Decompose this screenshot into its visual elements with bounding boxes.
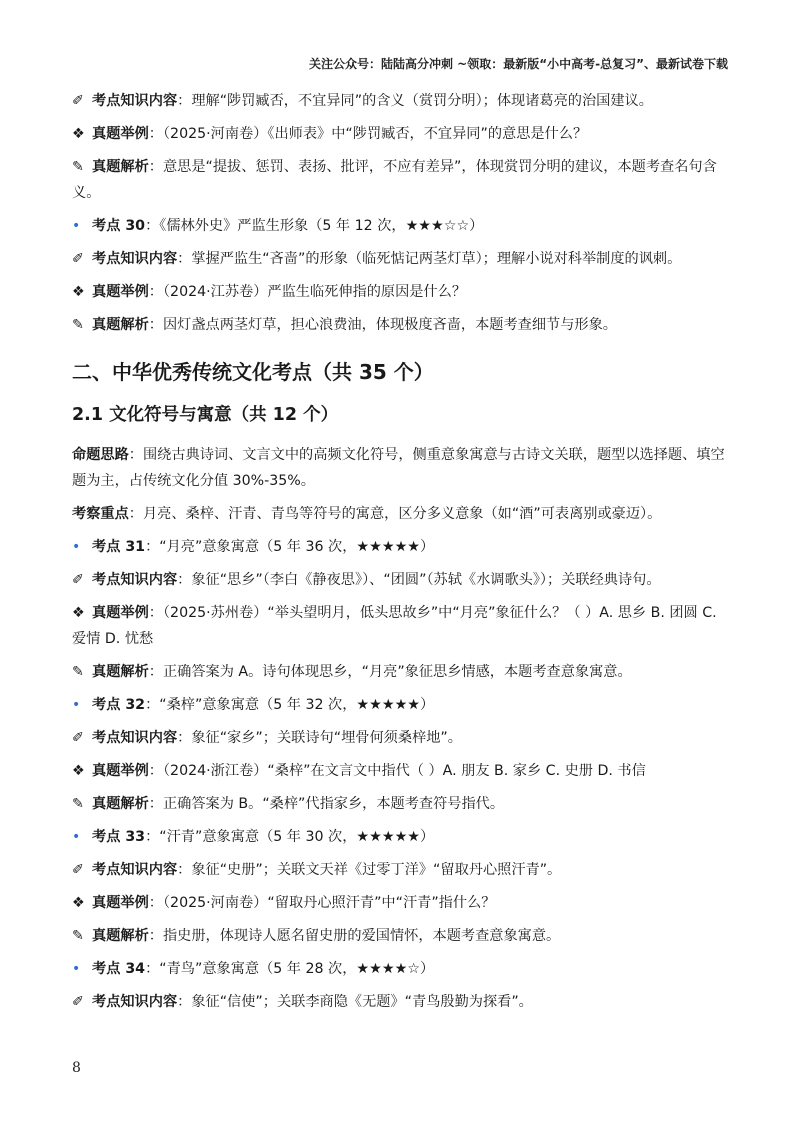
section-title: 二、中华优秀传统文化考点（共 35 个） [72, 360, 434, 384]
item-label: 考点 31 [92, 539, 146, 555]
pencil-icon: ✐ [72, 93, 84, 109]
item-label: 考点 33 [92, 829, 146, 845]
item-text: ：“青鸟”意象寓意（5 年 28 次，★★★★☆） [145, 961, 435, 977]
list-item [72, 857, 728, 883]
list-item [72, 154, 728, 206]
item-text: ：象征“信使”；关联李商隐《无题》“青鸟殷勤为探看”。 [177, 994, 533, 1010]
list-item [72, 121, 728, 147]
pen-icon: ✎ [72, 928, 84, 944]
diamond-icon: ❖ [72, 605, 85, 621]
top-block [72, 88, 728, 338]
list-item [72, 534, 728, 560]
pencil-icon: ✐ [72, 572, 84, 588]
list-item [72, 890, 728, 916]
item-text: ：意思是“提拔、惩罚、表扬、批评，不应有差异”，体现赏罚分明的建议，本题考查名句含义。 [72, 159, 717, 201]
pencil-icon: ✐ [72, 730, 84, 746]
list-item [72, 758, 728, 784]
item-label: 真题举例 [92, 126, 149, 142]
item-label: 考点知识内容 [92, 994, 178, 1010]
list-item [72, 501, 728, 527]
item-label: 真题解析 [92, 159, 149, 175]
bullet-icon: • [72, 539, 81, 555]
page-content [72, 88, 728, 1022]
list-item [72, 725, 728, 751]
bottom-block [72, 534, 728, 1015]
item-text: ：（2024·浙江卷）“桑梓”在文言文中指代（ ）A. 朋友 B. 家乡 C. 史册 D. 书信 [148, 763, 646, 779]
diamond-icon: ❖ [72, 126, 85, 142]
item-text: ：“月亮”意象寓意（5 年 36 次，★★★★★） [145, 539, 435, 555]
pen-icon: ✎ [72, 317, 84, 333]
list-item [72, 791, 728, 817]
list-item [72, 923, 728, 949]
item-label: 真题解析 [92, 317, 149, 333]
pencil-icon: ✐ [72, 862, 84, 878]
list-item [72, 989, 728, 1015]
list-item [72, 279, 728, 305]
item-text: ：“汗青”意象寓意（5 年 30 次，★★★★★） [145, 829, 435, 845]
item-text: ：因灯盏点两茎灯草，担心浪费油，体现极度吝啬，本题考查细节与形象。 [148, 317, 617, 333]
item-text: ：象征“史册”；关联文天祥《过零丁洋》“留取丹心照汗青”。 [177, 862, 562, 878]
item-text: ：掌握严监生“吝啬”的形象（临死惦记两茎灯草）；理解小说对科举制度的讽刺。 [177, 251, 682, 267]
item-label: 真题解析 [92, 664, 149, 680]
item-label: 命题思路 [72, 447, 129, 463]
list-item [72, 246, 728, 272]
item-text: ：象征“家乡”；关联诗句“埋骨何须桑梓地”。 [177, 730, 462, 746]
pen-icon: ✎ [72, 664, 84, 680]
list-item [72, 659, 728, 685]
item-text: ：《儒林外史》严监生形象（5 年 12 次，★★★☆☆） [145, 218, 484, 234]
item-label: 考点 32 [92, 697, 146, 713]
item-text: ：（2024·江苏卷）严监生临死伸指的原因是什么？ [148, 284, 467, 300]
item-label: 真题解析 [92, 928, 149, 944]
list-item [72, 824, 728, 850]
pencil-icon: ✐ [72, 251, 84, 267]
bullet-icon: • [72, 829, 81, 845]
item-label: 考点知识内容 [92, 572, 178, 588]
item-text: ：（2025·河南卷）“留取丹心照汗青”中“汗青”指什么？ [148, 895, 496, 911]
item-label: 真题举例 [92, 284, 149, 300]
diamond-icon: ❖ [72, 763, 85, 779]
item-label: 考察重点 [72, 506, 129, 522]
item-label: 真题举例 [92, 895, 149, 911]
pen-icon: ✎ [72, 796, 84, 812]
item-text: ：（2025·苏州卷）“举头望明月，低头思故乡”中“月亮”象征什么？（ ）A. 思乡 B. 团圆 C. 爱情 D. 忧愁 [72, 605, 717, 647]
list-item [72, 312, 728, 338]
item-text: ：理解“陟罚臧否，不宜异同”的含义（赏罚分明）；体现诸葛亮的治国建议。 [177, 93, 653, 109]
item-label: 考点 34 [92, 961, 146, 977]
item-label: 真题举例 [92, 763, 149, 779]
list-item [72, 213, 728, 239]
item-label: 考点知识内容 [92, 730, 178, 746]
bullet-icon: • [72, 218, 81, 234]
item-text: ：（2025·河南卷）《出师表》中“陟罚臧否，不宜异同”的意思是什么？ [148, 126, 588, 142]
page-number: 8 [72, 1060, 81, 1076]
item-label: 考点知识内容 [92, 93, 178, 109]
item-text: ：指史册，体现诗人愿名留史册的爱国情怀，本题考查意象寓意。 [148, 928, 561, 944]
item-text: ：正确答案为 B。“桑梓”代指家乡，本题考查符号指代。 [148, 796, 505, 812]
diamond-icon: ❖ [72, 284, 85, 300]
item-label: 真题解析 [92, 796, 149, 812]
item-label: 考点知识内容 [92, 251, 178, 267]
item-label: 真题举例 [92, 605, 149, 621]
list-item [72, 567, 728, 593]
item-text: ：围绕古典诗词、文言文中的高频文化符号，侧重意象寓意与古诗文关联，题型以选择题、填空题为主，占传统文化分值 30%-35%。 [72, 447, 725, 489]
item-text: ：象征“思乡”（李白《静夜思》）、“团圆”（苏轼《水调歌头》）；关联经典诗句。 [177, 572, 661, 588]
item-label: 考点 30 [92, 218, 146, 234]
item-text: ：“桑梓”意象寓意（5 年 32 次，★★★★★） [145, 697, 435, 713]
item-text: ：月亮、桑梓、汗青、青鸟等符号的寓意，区分多义意象（如“酒”可表离别或豪迈）。 [128, 506, 662, 522]
intro-block [72, 442, 728, 527]
list-item [72, 956, 728, 982]
pencil-icon: ✐ [72, 994, 84, 1010]
list-item [72, 600, 728, 652]
subsection-title: 2.1 文化符号与寓意（共 12 个） [72, 405, 339, 425]
diamond-icon: ❖ [72, 895, 85, 911]
item-label: 考点知识内容 [92, 862, 178, 878]
bullet-icon: • [72, 961, 81, 977]
list-item [72, 88, 728, 114]
list-item [72, 442, 728, 494]
bullet-icon: • [72, 697, 81, 713]
list-item [72, 692, 728, 718]
page-header: 关注公众号：陆陆高分冲刺 ~领取：最新版“小中高考-总复习”、最新试卷下载 [309, 57, 728, 71]
pen-icon: ✎ [72, 159, 84, 175]
item-text: ：正确答案为 A。诗句体现思乡，“月亮”象征思乡情感，本题考查意象寓意。 [148, 664, 632, 680]
